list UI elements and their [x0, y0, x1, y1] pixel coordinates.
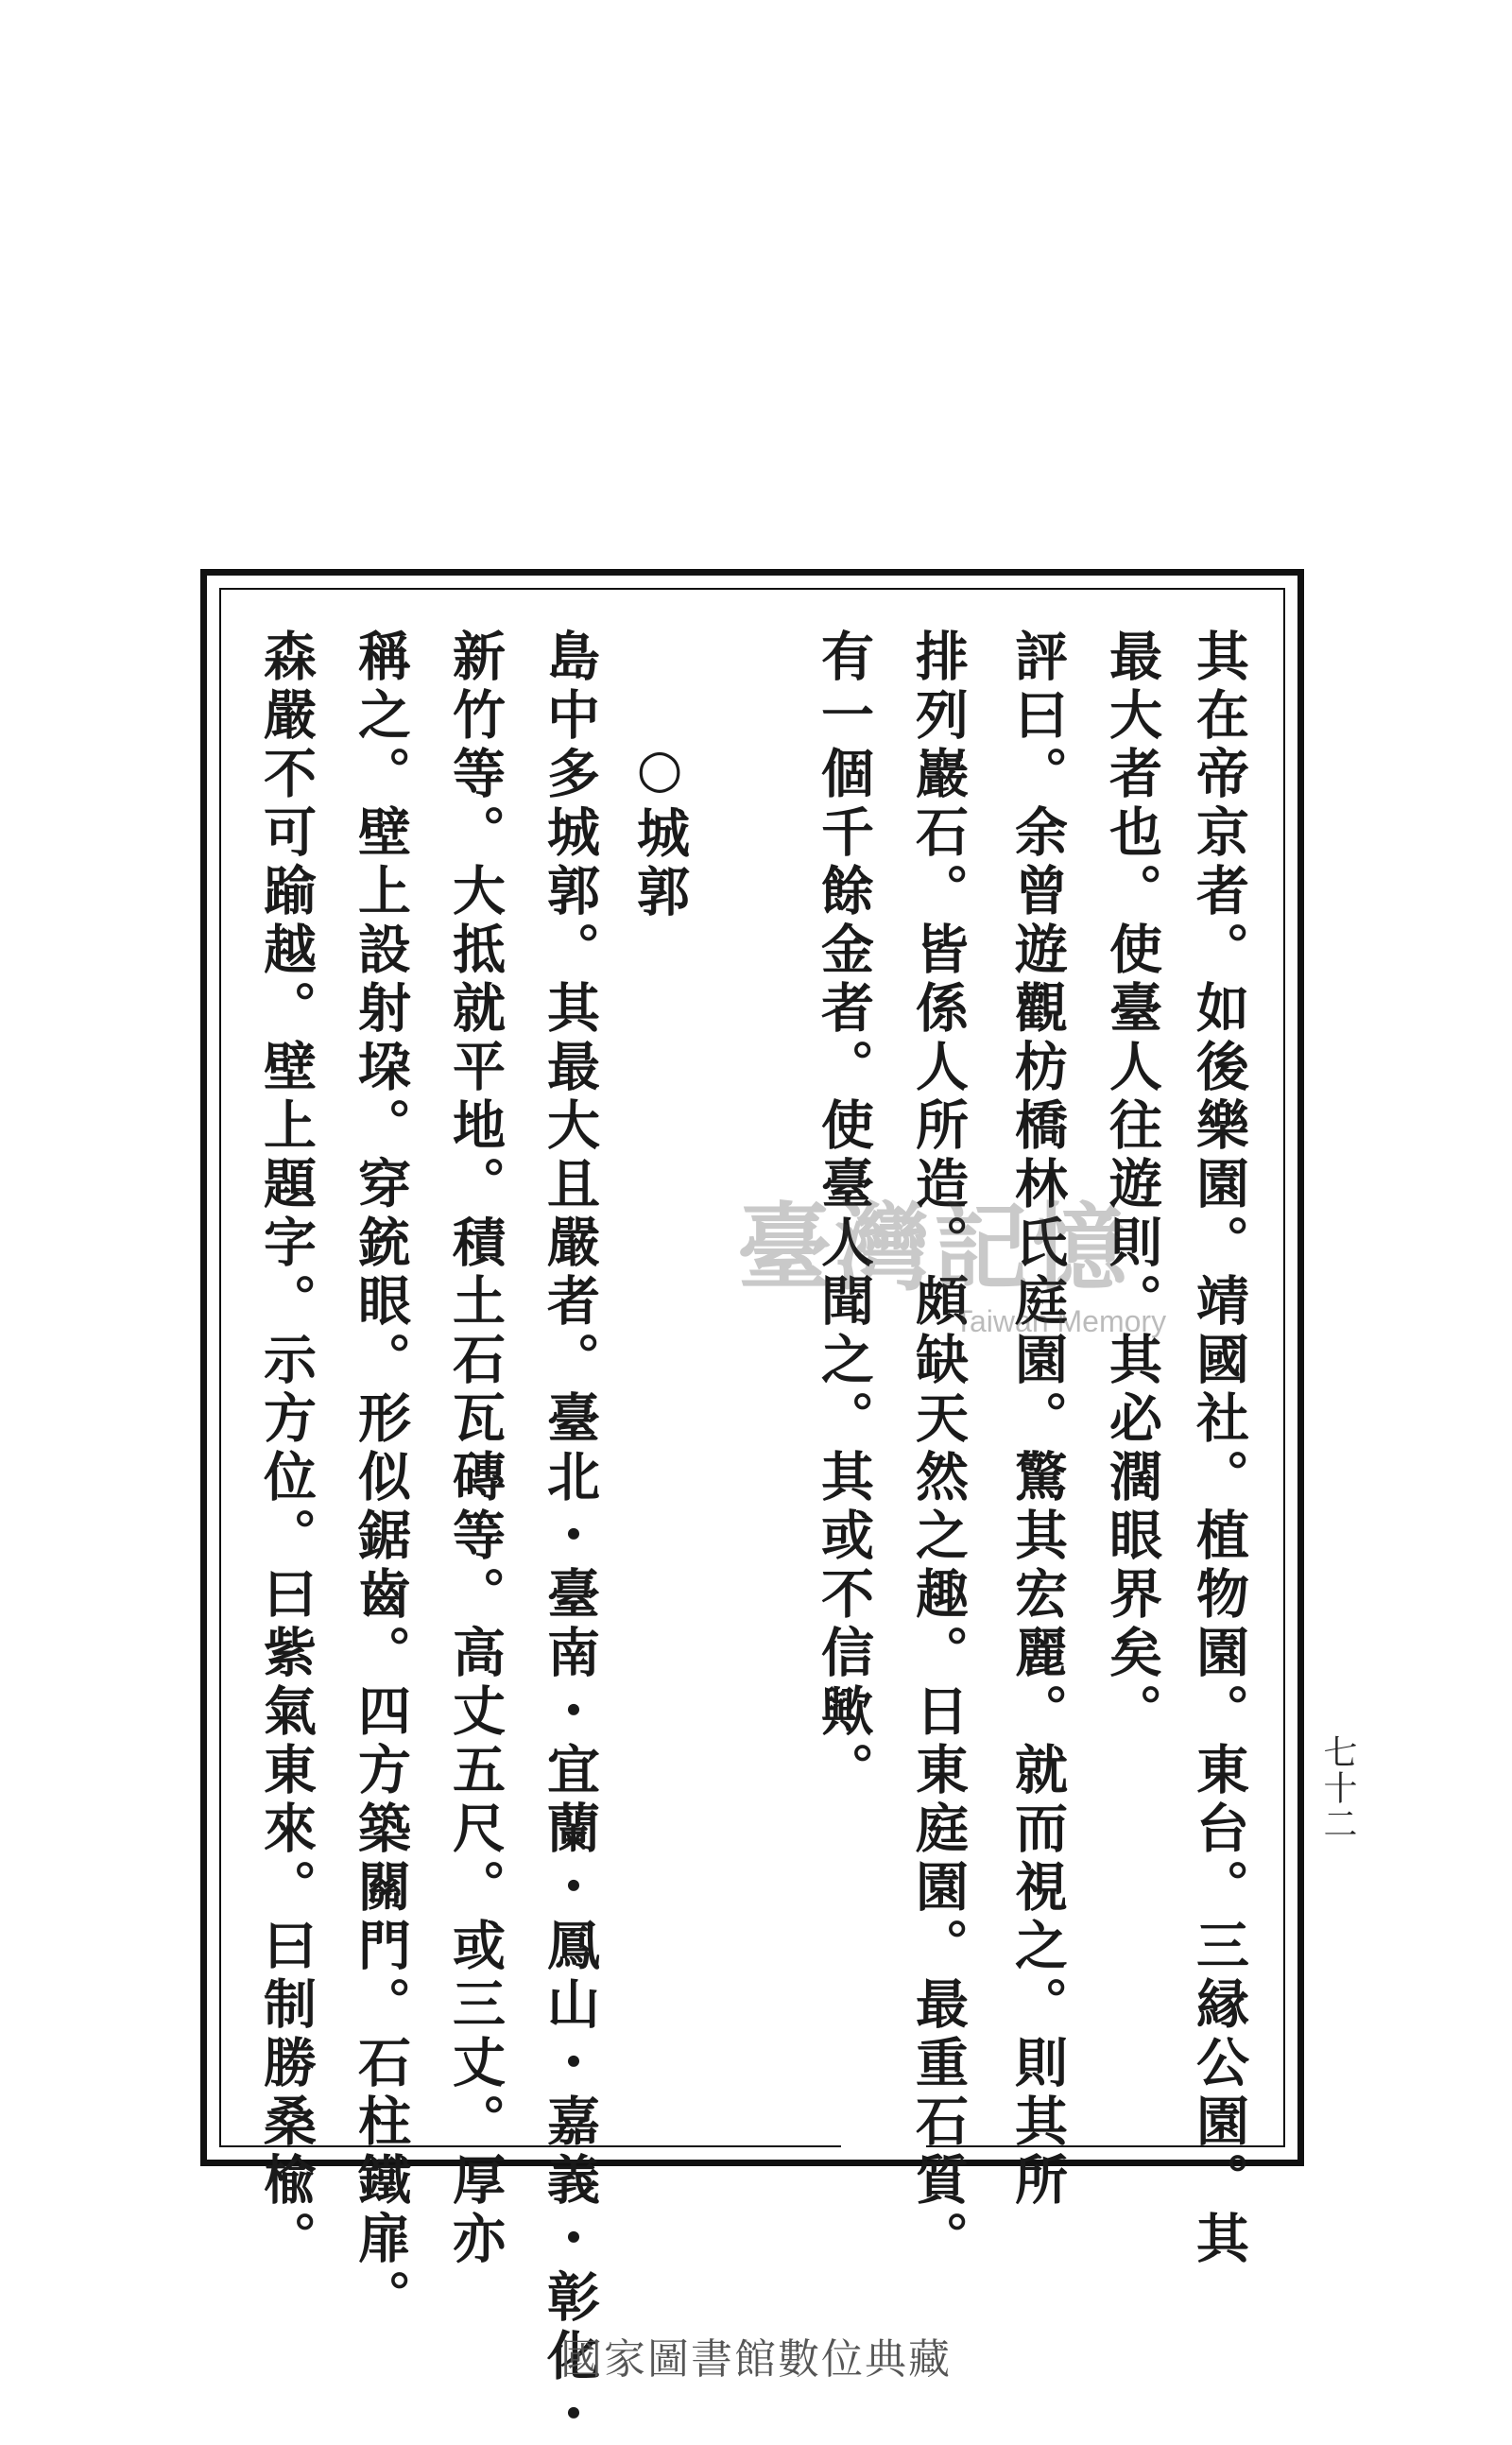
text-column-5: 有一個千餘金者。使臺人聞之。其或不信歟。 — [813, 628, 875, 1800]
page-number: 七十二 — [1318, 1734, 1357, 1842]
section-heading: ○城郭 — [628, 737, 691, 922]
text-column-7: 島中多城郭。其最大且嚴者。臺北・臺南・宜蘭・鳳山・嘉義・彰化・ — [539, 628, 601, 2445]
text-column-3: 評曰。余曾遊觀枋橋林氏庭園。驚其宏麗。就而視之。則其所 — [1006, 628, 1069, 2211]
library-footer: 國家圖書館數位典藏 — [560, 2335, 952, 2384]
text-column-9: 稱之。壁上設射垜。穿銃眼。形似鋸齒。四方築關門。石柱鐵扉。 — [350, 628, 412, 2328]
watermark-logo-en: Taiwan Memory — [954, 1304, 1167, 1338]
text-column-1: 其在帝京者。如後樂園。靖國社。植物園。東台。三縁公園。其 — [1188, 628, 1250, 2269]
text-column-10: 森嚴不可踰越。壁上題字。示方位。曰紫氣東來。曰制勝桑楡。 — [255, 628, 318, 2269]
text-column-4: 排列巖石。皆係人所造。頗缺天然之趣。日東庭園。最重石質。 — [907, 628, 970, 2269]
text-column-8: 新竹等。大抵就平地。積土石瓦磚等。高丈五尺。或三丈。厚亦 — [444, 628, 507, 2269]
text-column-2: 最大者也。使臺人往遊則。其必濶眼界矣。 — [1101, 628, 1163, 1742]
watermark-logo: 臺灣記憶 — [737, 1192, 1130, 1303]
